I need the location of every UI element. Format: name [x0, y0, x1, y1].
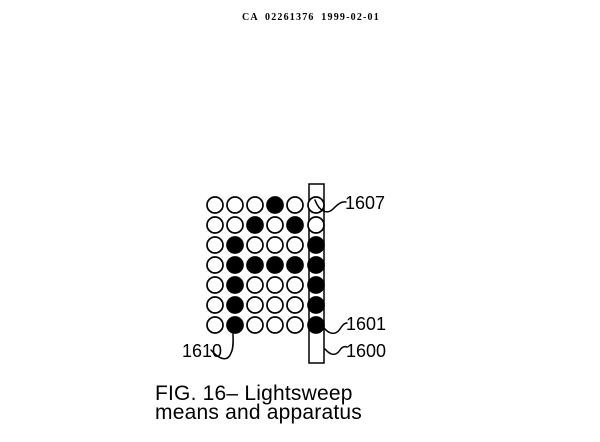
grid-dot-open [247, 197, 263, 213]
grid-dot-filled [287, 257, 303, 273]
grid-dot-open [287, 317, 303, 333]
grid-dot-filled [308, 257, 324, 273]
grid-dot-filled [227, 297, 243, 313]
grid-dot-filled [308, 317, 324, 333]
grid-dot-open [267, 317, 283, 333]
grid-dot-open [247, 277, 263, 293]
grid-dot-filled [267, 197, 283, 213]
grid-dot-filled [287, 217, 303, 233]
grid-dot-open [207, 317, 223, 333]
ref-label-1607: 1607 [345, 193, 386, 213]
grid-dot-filled [308, 237, 324, 253]
grid-dot-open [287, 197, 303, 213]
grid-dot-open [247, 237, 263, 253]
ref-label-1600: 1600 [346, 341, 387, 361]
grid-dot-filled [308, 297, 324, 313]
caption-line-1: FIG. 16– Lightsweep [155, 382, 353, 405]
grid-dot-open [247, 317, 263, 333]
grid-dot-open [207, 257, 223, 273]
grid-dot-open [207, 217, 223, 233]
leader-line-1601 [324, 323, 347, 333]
grid-dot-open [207, 197, 223, 213]
grid-dot-filled [227, 277, 243, 293]
ref-label-1610: 1610 [182, 341, 223, 361]
grid-dot-filled [227, 317, 243, 333]
grid-dot-open [267, 237, 283, 253]
grid-dot-open [227, 197, 243, 213]
grid-dot-open [267, 217, 283, 233]
grid-dot-open [207, 237, 223, 253]
grid-dot-open [267, 297, 283, 313]
grid-dot-filled [267, 257, 283, 273]
grid-dot-open [227, 217, 243, 233]
grid-dot-filled [227, 257, 243, 273]
grid-dot-filled [227, 237, 243, 253]
leader-line-1600 [325, 347, 347, 355]
ref-label-1601: 1601 [346, 314, 387, 334]
grid-dot-filled [308, 277, 324, 293]
figure-caption [155, 384, 362, 422]
caption-line-2: means and apparatus [155, 401, 362, 424]
grid-dot-open [247, 297, 263, 313]
grid-dot-open [207, 277, 223, 293]
grid-dot-filled [247, 257, 263, 273]
document-number-header: CA 02261376 1999-02-01 [242, 12, 380, 23]
grid-dot-filled [247, 217, 263, 233]
grid-dot-open [267, 277, 283, 293]
grid-dot-open [287, 237, 303, 253]
grid-dot-open [308, 217, 324, 233]
grid-dot-open [207, 297, 223, 313]
grid-dot-open [287, 277, 303, 293]
grid-dot-open [287, 297, 303, 313]
dot-matrix [207, 197, 324, 333]
